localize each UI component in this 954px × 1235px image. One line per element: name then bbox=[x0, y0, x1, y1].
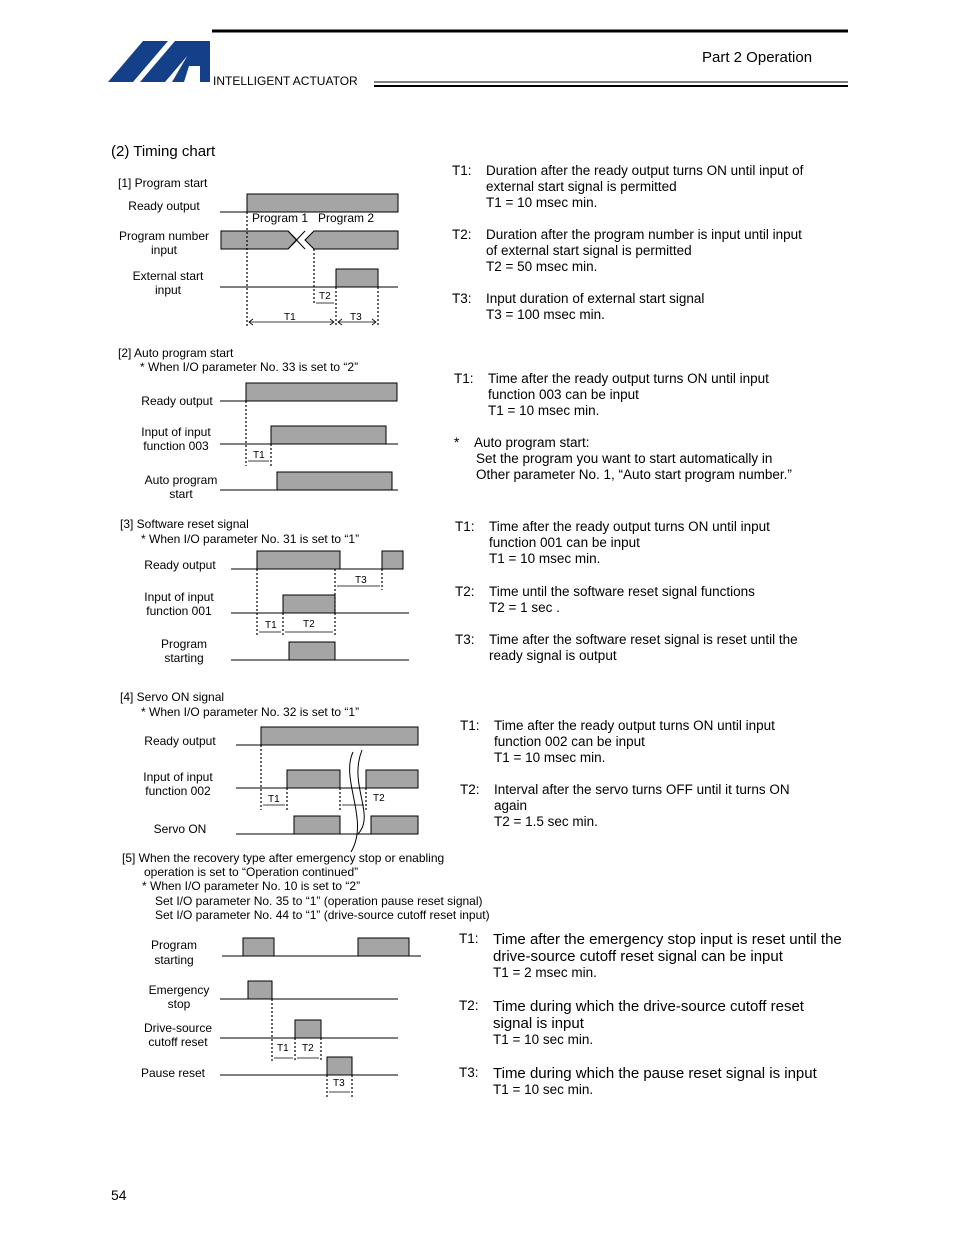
chart1-signal-extstart-2: input bbox=[154, 283, 182, 297]
chart2-signal-auto: Auto program bbox=[144, 473, 218, 487]
chart3-signal-input: Input of input bbox=[144, 590, 214, 604]
section-title: (2) Timing chart bbox=[111, 143, 216, 160]
chart5-signal-estop-2: stop bbox=[167, 997, 191, 1011]
chart5-signal-pause: Pause reset bbox=[140, 1066, 206, 1080]
chart1-program2-label: Program 2 bbox=[318, 211, 375, 225]
chart2-description: T1: Time after the ready output turns ON until input function 003 can be input T1 = 10 msec min. * Auto program start: Set the program you want to start automatically in Other parameter No. 1, “Auto start program number.” bbox=[454, 371, 792, 482]
chart3-waveforms bbox=[231, 551, 409, 660]
chart5-note-3: Set I/O parameter No. 44 to “1” (drive-source cutoff reset input) bbox=[155, 908, 490, 922]
chart2-signal-input: Input of input bbox=[141, 425, 211, 439]
logo-text: INTELLIGENT ACTUATOR bbox=[213, 74, 358, 88]
chart2-signal-auto-2: start bbox=[169, 487, 193, 501]
chart5-signal-cutoff-2: cutoff reset bbox=[148, 1035, 208, 1049]
chart3-signal-input-2: function 001 bbox=[146, 604, 212, 618]
chart4-description: T1: Time after the ready output turns ON until input function 002 can be input T1 = 10 msec min. T2: Interval after the servo turns OFF until it turns ON again T2 = 1.5 sec min. bbox=[460, 718, 790, 829]
chart3-t3-label: T3 bbox=[355, 575, 367, 586]
chart5-signal-estop: Emergency bbox=[148, 983, 210, 997]
chart5-note-2: Set I/O parameter No. 35 to “1” (operation pause reset signal) bbox=[155, 894, 483, 908]
chart3-t1-label: T1 bbox=[265, 620, 277, 631]
chart2-signal-ready: Ready output bbox=[141, 394, 213, 408]
chart1-t2-label: T2 bbox=[319, 291, 331, 302]
chart3-signal-program-2: starting bbox=[164, 651, 204, 665]
chart4-signal-input: Input of input bbox=[143, 770, 213, 784]
chart1-signal-progno-2: input bbox=[150, 243, 178, 257]
chart1-signal-extstart: External start bbox=[132, 269, 204, 283]
chart2-note: * When I/O parameter No. 33 is set to “2” bbox=[140, 360, 359, 374]
chart4-note: * When I/O parameter No. 32 is set to “1” bbox=[141, 705, 360, 719]
chart1-signal-progno: Program number bbox=[118, 229, 210, 243]
chart3-description: T1: Time after the ready output turns ON until input function 001 can be input T1 = 10 msec min. T2: Time until the software reset signal functions T2 = 1 sec . T3: Time after the software reset signal is reset until the ready signal is output bbox=[455, 519, 798, 663]
chart5-description: T1: Time after the emergency stop input is reset until the drive-source cutoff reset signal can be input T1 = 2 msec min. T2: Time during which the drive-source cutoff reset signal is input T1 = 10 sec min. T3: Time during which the pause reset signal is input T1 = 10 sec min. bbox=[459, 931, 842, 1097]
chart2-t1-label: T1 bbox=[253, 450, 265, 461]
chart5-heading-2: operation is set to “Operation continued” bbox=[144, 865, 359, 879]
chart5-t3-label: T3 bbox=[333, 1078, 345, 1089]
part-title: Part 2 Operation bbox=[702, 49, 813, 66]
chart3-note: * When I/O parameter No. 31 is set to “1” bbox=[141, 532, 360, 546]
chart4-signal-ready: Ready output bbox=[144, 734, 216, 748]
page-number: 54 bbox=[111, 1187, 127, 1203]
chart2-heading: [2] Auto program start bbox=[118, 346, 234, 360]
chart2-waveforms bbox=[220, 383, 398, 490]
chart1-prog1-pulse bbox=[221, 231, 297, 249]
chart2-signal-input-2: function 003 bbox=[143, 439, 209, 453]
chart1-t3-label: T3 bbox=[350, 312, 362, 323]
chart1-description: T1: Duration after the ready output turns ON until input of external start signal is permitted T1 = 10 msec min. T2: Duration after the program number is input until input of external start signal is permitted T2 = 50 msec min. T3: Input duration of external start signal T3 = 100 msec min. bbox=[452, 163, 804, 322]
chart1-extstart-pulse bbox=[336, 269, 378, 287]
chart3-t2-label: T2 bbox=[303, 619, 315, 630]
chart5-waveforms bbox=[220, 938, 421, 1097]
chart1-signal-ready: Ready output bbox=[128, 199, 200, 213]
chart4-signal-servo: Servo ON bbox=[153, 822, 207, 836]
chart4-heading: [4] Servo ON signal bbox=[120, 690, 225, 704]
chart1-t1-label: T1 bbox=[284, 312, 296, 323]
chart1-heading: [1] Program start bbox=[118, 176, 208, 190]
chart4-t2-label: T2 bbox=[373, 793, 385, 804]
chart1-prog2-pulse bbox=[305, 231, 398, 249]
chart5-signal-program: Program bbox=[150, 938, 197, 952]
chart4-t1-label: T1 bbox=[268, 794, 280, 805]
chart5-heading: [5] When the recovery type after emergency stop or enabling bbox=[122, 851, 445, 865]
chart1-ready-pulse bbox=[247, 194, 398, 212]
chart4-signal-input-2: function 002 bbox=[145, 784, 211, 798]
chart3-signal-ready: Ready output bbox=[144, 558, 216, 572]
chart1-program1-label: Program 1 bbox=[252, 211, 309, 225]
chart5-t2-label: T2 bbox=[302, 1043, 314, 1054]
chart4-waveforms bbox=[236, 727, 418, 852]
chart3-heading: [3] Software reset signal bbox=[120, 517, 249, 531]
chart5-t1-label: T1 bbox=[277, 1043, 289, 1054]
chart5-note: * When I/O parameter No. 10 is set to “2” bbox=[142, 879, 361, 893]
chart5-signal-cutoff: Drive-source bbox=[143, 1021, 212, 1035]
chart3-signal-program: Program bbox=[160, 637, 207, 651]
chart5-signal-program-2: starting bbox=[154, 953, 194, 967]
